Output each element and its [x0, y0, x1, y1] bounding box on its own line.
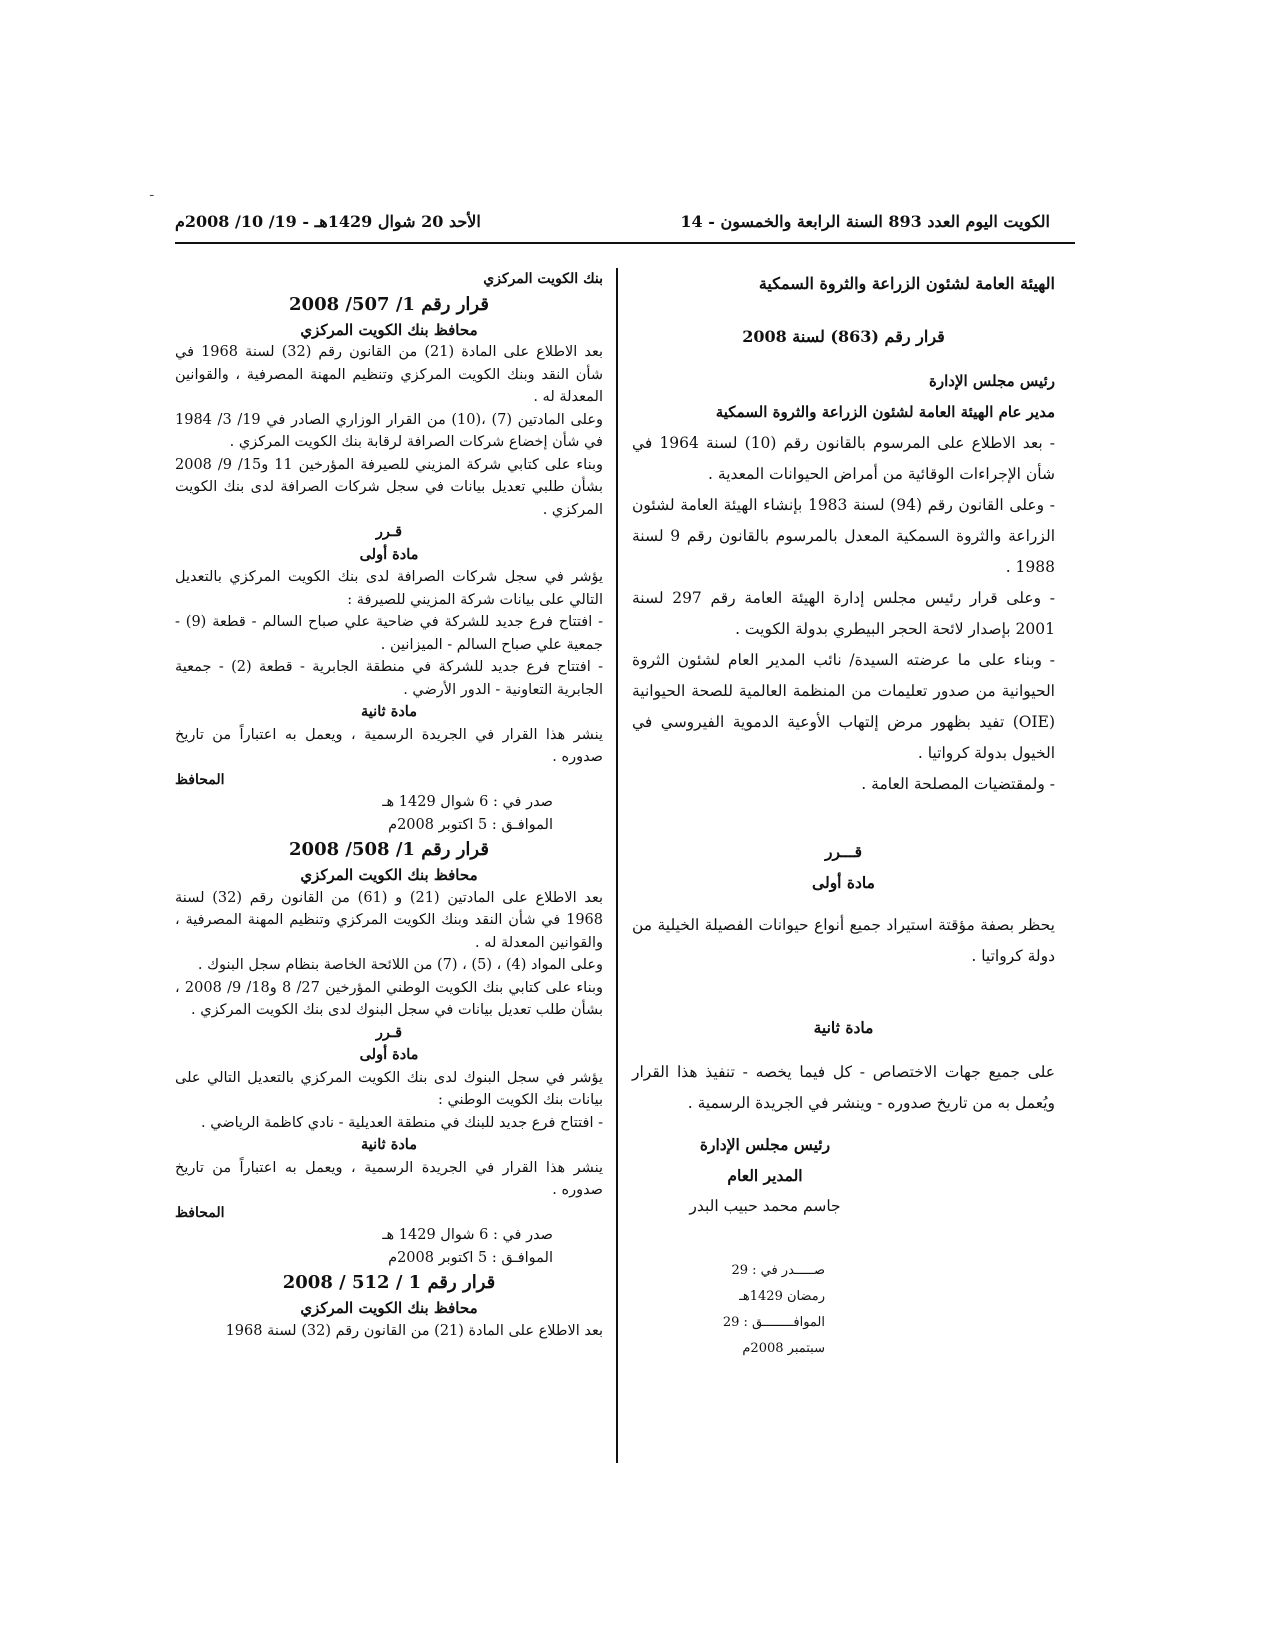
corresponding-date: الموافــــــــق : 29 سبتمبر 2008م — [722, 1315, 825, 1356]
signature-line2: المدير العام — [727, 1166, 803, 1185]
article2-text: ينشر هذا القرار في الجريدة الرسمية ، ويعمل به اعتباراً من تاريخ صدوره . — [175, 1159, 603, 1198]
signature-name: جاسم محمد حبيب البدر — [689, 1197, 841, 1215]
preamble-item: - وعلى القانون رقم (94) لسنة 1983 بإنشاء الهيئة العامة لشئون الزراعة والثروة السمكية المعدل بالمرسوم بالقانون رقم 9 لسنة 1988 . — [632, 496, 1056, 576]
issuer-title: رئيس مجلس الإدارة — [929, 372, 1055, 390]
decision-title: قرار رقم 1/ 508/ 2008 — [289, 839, 489, 860]
article2-title: مادة ثانية — [361, 703, 417, 720]
governor-signature: المحافظ — [175, 1204, 225, 1221]
issued-date: صدر في : 6 شوال 1429 هـ — [382, 794, 553, 810]
corresponding-date: الموافـق : 5 اكتوبر 2008م — [388, 1249, 553, 1266]
preamble-item: وعلى المواد (4) ، (5) ، (7) من اللائحة الخاصة بنظام سجل البنوك . — [197, 957, 603, 973]
preamble-item: - ولمقتضيات المصلحة العامة . — [861, 775, 1055, 793]
article1-title: مادة أولى — [359, 1046, 419, 1063]
preamble-item: - بعد الاطلاع على المرسوم بالقانون رقم (10) لسنة 1964 في شأن الإجراءات الوقائية من أمراض الحيوانات المعدية . — [632, 434, 1055, 483]
decision-title: قرار رقم (863) لسنة 2008 — [742, 327, 945, 346]
preamble-item: بعد الاطلاع على المادة (21) من القانون رقم (32) لسنة 1968 — [225, 1322, 603, 1339]
decided-heading: قـــرر — [824, 842, 863, 861]
issue-dates — [692, 1258, 825, 1362]
article1-title: مادة أولى — [812, 873, 875, 892]
article1-line: يؤشر في سجل البنوك لدى بنك الكويت المركزي بالتعديل التالي على بيانات بنك الكويت الوطني : — [175, 1069, 603, 1108]
issued-date: صـــــدر في : 29 رمضان 1429هـ — [731, 1263, 825, 1304]
column-divider — [616, 268, 618, 1463]
right-column — [632, 268, 1055, 1362]
corresponding-date: الموافـق : 5 اكتوبر 2008م — [388, 816, 553, 833]
article1-line: - افتتاح فرع جديد للشركة في منطقة الجابرية - قطعة (2) - جمعية الجابرية التعاونية - الدور الأرضي . — [175, 659, 603, 698]
decision-issuer: محافظ بنك الكويت المركزي — [300, 866, 478, 884]
header-issue-info: الكويت اليوم العدد 893 السنة الرابعة والخمسون - 14 — [680, 212, 1050, 231]
authority-name: الهيئة العامة لشئون الزراعة والثروة السمكية — [758, 274, 1055, 293]
preamble-item: وعلى المادتين (7) ،(10) من القرار الوزاري الصادر في 19/ 3/ 1984 في شأن إخضاع شركات الصرافة لرقابة بنك الكويت المركزي . — [175, 411, 603, 450]
decision-issuer: محافظ بنك الكويت المركزي — [300, 320, 478, 339]
decided-heading: قـرر — [375, 523, 403, 540]
decision-issuer: محافظ بنك الكويت المركزي — [300, 1299, 478, 1317]
header-rule — [175, 242, 1075, 244]
bank-header: بنك الكويت المركزي — [483, 271, 603, 287]
article2-text: على جميع جهات الاختصاص - كل فيما يخصه - تنفيذ هذا القرار ويُعمل به من تاريخ صدوره - وينشر في الجريدة الرسمية . — [632, 1063, 1055, 1112]
article1-title: مادة أولى — [359, 545, 419, 563]
article1-line: يؤشر في سجل شركات الصرافة لدى بنك الكويت المركزي بالتعديل التالي على بيانات شركة المزيني للصيرفة : — [175, 569, 603, 608]
header-date: الأحد 20 شوال 1429هـ - 19/ 10/ 2008م — [175, 212, 481, 231]
preamble-item: بعد الاطلاع على المادتين (21) و (61) من القانون رقم (32) لسنة 1968 في شأن النقد وبنك الكويت المركزي وتنظيم المهنة المصرفية ، والقوانين المعدلة له . — [175, 889, 603, 951]
issued-date: صدر في : 6 شوال 1429 هـ — [382, 1227, 553, 1243]
scan-speck: ـ — [150, 185, 154, 199]
issuer-subtitle: مدير عام الهيئة العامة لشئون الزراعة والثروة السمكية — [715, 403, 1055, 421]
signature-block — [665, 1129, 865, 1222]
preamble-item: - وعلى قرار رئيس مجلس إدارة الهيئة العامة رقم 297 لسنة 2001 بإصدار لائحة الحجر البيطري بدولة الكويت . — [632, 589, 1055, 638]
article2-title: مادة ثانية — [361, 1136, 417, 1153]
article2-text: ينشر هذا القرار في الجريدة الرسمية ، ويعمل به اعتباراً من تاريخ صدوره . — [175, 726, 603, 765]
preamble-item: بعد الاطلاع على المادة (21) من القانون رقم (32) لسنة 1968 في شأن النقد وبنك الكويت المركزي وتنظيم المهنة المصرفية ، والقوانين المعدلة له . — [175, 344, 603, 405]
decision-title: قرار رقم 1 / 512 / 2008 — [282, 1272, 496, 1293]
left-column — [175, 268, 603, 1342]
preamble-item: وبناء على كتابي بنك الكويت الوطني المؤرخين 27/ 8 و18/ 9/ 2008 ، بشأن طلب تعديل بيانات في سجل البنوك لدى بنك الكويت المركزي . — [175, 979, 603, 1018]
signature-line1: رئيس مجلس الإدارة — [699, 1135, 831, 1154]
article1-line: - افتتاح فرع جديد للبنك في منطقة العديلية - نادي كاظمة الرياضي . — [201, 1114, 603, 1131]
governor-signature: المحافظ — [175, 771, 225, 788]
article2-title: مادة ثانية — [813, 1018, 874, 1037]
article1-text: يحظر بصفة مؤقتة استيراد جميع أنواع حيوانات الفصيلة الخيلية من دولة كرواتيا . — [632, 916, 1055, 965]
preamble-item: وبناء على كتابي شركة المزيني للصيرفة المؤرخين 11 و15/ 9/ 2008 بشأن طلبي تعديل بيانات في سجل شركات الصرافة لدى بنك الكويت المركزي . — [175, 456, 603, 518]
decided-heading: قـرر — [375, 1023, 403, 1041]
article1-line: - افتتاح فرع جديد للشركة في ضاحية علي صباح السالم - قطعة (9) - جمعية علي صباح السالم - الميزانين . — [175, 614, 604, 653]
decision-title: قرار رقم 1/ 507/ 2008 — [289, 293, 489, 315]
preamble-item: - وبناء على ما عرضته السيدة/ نائب المدير العام لشئون الثروة الحيوانية من صدور تعليمات من المنظمة العالمية للصحة الحيوانية (OIE) تفيد بظهور مرض إلتهاب الأوعية الدموية الفيروسي في الخيول بدولة كرواتيا . — [632, 651, 1055, 762]
